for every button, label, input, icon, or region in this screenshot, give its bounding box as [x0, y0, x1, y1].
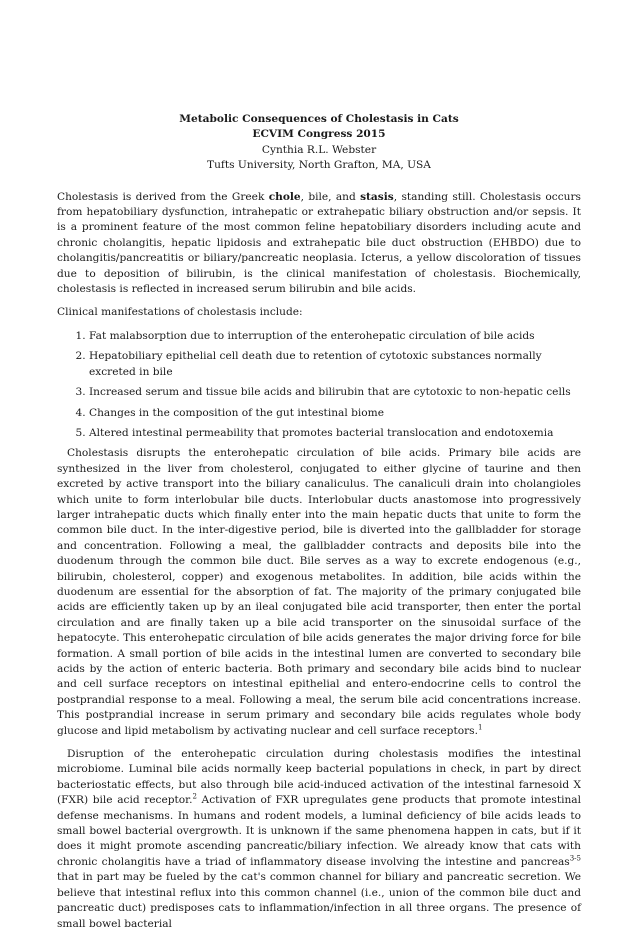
paragraph-text-c: that in part may be fueled by the cat's common channel for biliary and pancreatic secretion. We believe that intestinal reflux into this common channel (i.e., union of the common bile duct and pancreatic duct) predisposes cats to inflammation/infection in all three organs. The presence of small bowel bacterial — [57, 871, 581, 930]
term-stasis: stasis — [360, 190, 394, 203]
list-item: 3. Increased serum and tissue bile acids and bilirubin that are cytotoxic to non-hepatic cells — [89, 385, 581, 400]
intro-text-a: Cholestasis is derived from the Greek — [57, 190, 269, 203]
list-item: 4. Changes in the composition of the gut intestinal biome — [89, 406, 581, 421]
enterohepatic-paragraph — [57, 446, 581, 739]
intro-text-b: , bile, and — [300, 190, 361, 203]
list-item: 5. Altered intestinal permeability that promotes bacterial translocation and endotoxemia — [89, 426, 581, 441]
author-name: Cynthia R.L. Webster — [261, 143, 377, 156]
list-item: 2. Hepatobiliary epithelial cell death due to retention of cytotoxic substances normally excreted in bile — [89, 349, 581, 380]
document-title: Metabolic Consequences of Cholestasis in Cats — [179, 113, 459, 125]
term-chole: chole — [268, 190, 301, 203]
reference-marker: 1 — [477, 723, 483, 732]
paragraph-text-a: Disruption of the enterohepatic circulation during cholestasis modifies the intestinal microbiome. Luminal bile acids normally keep bacterial populations in check, in part by direct bacteriostatic effects, but also through bile acid-induced activation of the intestinal farnesoid X (FXR) bile acid receptor. — [57, 748, 581, 807]
list-item: 1. Fat malabsorption due to interruption of the enterohepatic circulation of bile acids — [89, 329, 581, 344]
paragraph-text-b: Activation of FXR upregulates gene products that promote intestinal defense mechanisms. In humans and rodent models, a luminal deficiency of bile acids leads to small bowel bacterial overgrowth. It is unknown if the same phenomena happen in cats, but if it does it might promote ascending pancreatic/biliary infection. We already know that cats with chronic cholangitis have a triad of inflammatory disease involving the intestine and pancreas — [57, 794, 581, 868]
list-intro: Clinical manifestations of cholestasis include: — [57, 306, 303, 319]
microbiome-paragraph — [57, 747, 581, 932]
author-affiliation: Tufts University, North Grafton, MA, USA — [207, 159, 431, 172]
congress-name: ECVIM Congress 2015 — [252, 128, 386, 141]
paragraph-text: Cholestasis disrupts the enterohepatic circulation of bile acids. Primary bile acids are synthesized in the liver from cholesterol, conjugated to either glycine of taurine and then excreted by active transport into the biliary canaliculus. The canaliculi drain into cholangioles which unite to form interlobular bile ducts. Interlobular ducts anastomose into progressively larger intrahepatic ducts which finally enter into the main hepatic ducts that unite to form the common bile duct. In the inter-digestive period, bile is diverted into the gallbladder for storage and concentration. Following a meal, the gallbladder contracts and deposits bile into the duodenum through the common bile duct. Bile serves as a way to excrete endogenous (e.g., bilirubin, cholesterol, copper) and exogenous metabolites. In addition, bile acids within the duodenum are essential for the absorption of fat. The majority of the primary conjugated bile acids are efficiently taken up by an ileal conjugated bile acid transporter, then enter the portal circulation and are finally taken up a bile acid transporter on the sinusoidal surface of the hepatocyte. This enterohepatic circulation of bile acids generates the major driving force for bile formation. A small portion of bile acids in the intestinal lumen are converted to secondary bile acids by the action of enteric bacteria. Both primary and secondary bile acids bind to nuclear and cell surface receptors on intestinal epithelial and entero-endocrine cells to control the postprandial response to a meal. Following a meal, the serum bile acid concentrations increase. This postprandial increase in serum primary and secondary bile acids regulates whole body glucose and lipid metabolism by activating nuclear and cell surface receptors. — [57, 447, 581, 737]
intro-text-c: , standing still. Cholestasis occurs from hepatobiliary dysfunction, intrahepatic or extrahepatic biliary obstruction and/or sepsis. It is a prominent feature of the most common feline hepatobiliary disorders including acute and chronic cholangitis, hepatic lipidosis and extrahepatic bile duct obstruction (EHBDO) due to cholangitis/pancreatitis or biliary/pancreatic neoplasia. Icterus, a yellow discoloration of tissues due to deposition of bilirubin, is the clinical manifestation of cholestasis. Biochemically, cholestasis is reflected in increased serum bilirubin and bile acids. — [57, 190, 581, 296]
document-header — [57, 112, 581, 174]
manifestations-list — [57, 329, 581, 441]
reference-marker: 2 — [192, 792, 197, 801]
intro-paragraph — [57, 190, 581, 298]
reference-marker: 3-5 — [569, 854, 581, 863]
